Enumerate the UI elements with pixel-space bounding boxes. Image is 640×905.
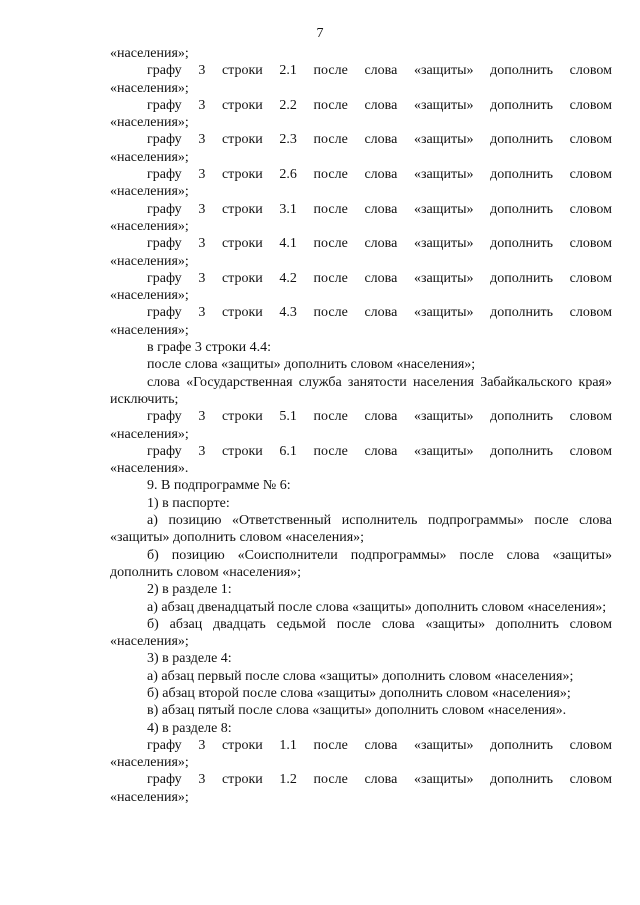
word: словом (569, 443, 612, 459)
word: 3 (198, 772, 206, 788)
word: слова (364, 201, 398, 217)
word: дополнить (490, 772, 554, 788)
word: после (313, 132, 348, 148)
word: строки (221, 270, 263, 286)
word: слова (364, 270, 398, 286)
word: строки (221, 443, 263, 459)
word: слова (364, 772, 398, 788)
word: 3 (198, 409, 206, 425)
word: 3 (198, 97, 206, 113)
word: «защиты» (413, 305, 474, 321)
word: «защиты» (413, 270, 474, 286)
word: 3 (198, 270, 206, 286)
paragraph-line (110, 62, 612, 79)
word: дополнить (490, 737, 554, 753)
paragraph-line (110, 166, 612, 183)
word: строки (221, 97, 263, 113)
paragraph-line (110, 771, 612, 788)
word: 3 (198, 236, 206, 252)
paragraph: в графе 3 строки 4.4: (147, 340, 272, 356)
word: 6.1 (279, 443, 297, 459)
word: после (313, 236, 348, 252)
word: 1.2 (279, 772, 297, 788)
word: 3.1 (279, 201, 297, 217)
word: слова (364, 132, 398, 148)
paragraph-continuation: «населения»; (110, 322, 189, 338)
word: строки (221, 167, 263, 183)
word: «защиты» (413, 167, 474, 183)
word: после (313, 270, 348, 286)
word: строки (221, 305, 263, 321)
paragraph: 4) в разделе 8: (147, 720, 232, 736)
paragraph: б) абзац второй после слова «защиты» дополнить словом «населения»; (147, 685, 571, 701)
paragraph-line (110, 304, 612, 321)
word: словом (569, 201, 612, 217)
paragraph-continuation: «населения»; (110, 253, 189, 269)
word: словом (569, 737, 612, 753)
word: дополнить (490, 132, 554, 148)
word: графу (147, 409, 182, 425)
word: графу (147, 305, 182, 321)
word: строки (221, 737, 263, 753)
paragraph-continuation: «населения»; (110, 426, 189, 442)
word: строки (221, 201, 263, 217)
word: «защиты» (413, 236, 474, 252)
paragraph-continuation: «населения». (110, 461, 189, 477)
paragraph-line (110, 131, 612, 148)
paragraph: 1) в паспорте: (147, 495, 230, 511)
word: 5.1 (279, 409, 297, 425)
word: «защиты» (413, 772, 474, 788)
paragraph: в) абзац пятый после слова «защиты» дополнить словом «населения». (147, 703, 567, 719)
word: строки (221, 409, 263, 425)
word: словом (569, 409, 612, 425)
word: после (313, 201, 348, 217)
word: слова (364, 236, 398, 252)
word: «защиты» (413, 737, 474, 753)
word: дополнить (490, 305, 554, 321)
paragraph: б) абзац двадцать седьмой после слова «защиты» дополнить словом «населения»; (110, 616, 612, 650)
word: 3 (198, 63, 206, 79)
word: 3 (198, 167, 206, 183)
word: слова (364, 443, 398, 459)
word: слова (364, 97, 398, 113)
word: словом (569, 63, 612, 79)
word: дополнить (490, 167, 554, 183)
word: 2.2 (279, 97, 297, 113)
word: 4.1 (279, 236, 297, 252)
word: графу (147, 236, 182, 252)
paragraph: после слова «защиты» дополнить словом «населения»; (147, 357, 476, 373)
paragraph: а) абзац двенадцатый после слова «защиты» дополнить словом «населения»; (147, 599, 607, 615)
paragraph-continuation: «населения»; (110, 755, 189, 771)
paragraph-continuation: «населения»; (110, 218, 189, 234)
word: графу (147, 167, 182, 183)
word: «защиты» (413, 409, 474, 425)
word: строки (221, 63, 263, 79)
paragraph-line (110, 235, 612, 252)
word: 3 (198, 305, 206, 321)
paragraph-continuation: «населения»; (110, 184, 189, 200)
word: дополнить (490, 270, 554, 286)
paragraph-line (110, 270, 612, 287)
word: словом (569, 167, 612, 183)
word: после (313, 772, 348, 788)
word: словом (569, 236, 612, 252)
word: строки (221, 772, 263, 788)
word: дополнить (490, 236, 554, 252)
word: 2.3 (279, 132, 297, 148)
word: «защиты» (413, 443, 474, 459)
word: «защиты» (413, 97, 474, 113)
paragraph-continuation: «населения»; (110, 115, 189, 131)
word: графу (147, 270, 182, 286)
paragraph-line (110, 97, 612, 114)
word: после (313, 443, 348, 459)
word: 2.6 (279, 167, 297, 183)
word: дополнить (490, 443, 554, 459)
word: графу (147, 63, 182, 79)
word: 4.2 (279, 270, 297, 286)
word: графу (147, 97, 182, 113)
word: дополнить (490, 97, 554, 113)
word: 3 (198, 201, 206, 217)
page-number: 7 (316, 26, 324, 41)
word: 3 (198, 737, 206, 753)
paragraph-line (110, 408, 612, 425)
word: словом (569, 305, 612, 321)
paragraph: «населения»; (110, 46, 189, 61)
word: слова (364, 409, 398, 425)
paragraph-continuation: «населения»; (110, 149, 189, 165)
word: слова (364, 737, 398, 753)
word: «защиты» (413, 132, 474, 148)
word: словом (569, 132, 612, 148)
word: графу (147, 737, 182, 753)
word: после (313, 737, 348, 753)
word: 3 (198, 443, 206, 459)
paragraph-line (110, 201, 612, 218)
paragraph-continuation: «населения»; (110, 288, 189, 304)
word: после (313, 97, 348, 113)
word: слова (364, 305, 398, 321)
word: 1.1 (279, 737, 297, 753)
word: после (313, 409, 348, 425)
word: словом (569, 97, 612, 113)
word: графу (147, 201, 182, 217)
word: слова (364, 167, 398, 183)
paragraph: слова «Государственная служба занятости населения Забайкальского края» исключить; (110, 374, 612, 407)
word: после (313, 305, 348, 321)
paragraph: а) позицию «Ответственный исполнитель подпрограммы» после слова «защиты» дополнить словом «населения»; (110, 513, 612, 546)
paragraph: б) позицию «Соисполнители подпрограммы» после слова «защиты» дополнить словом «населения»; (110, 547, 612, 580)
word: словом (569, 270, 612, 286)
word: «защиты» (413, 63, 474, 79)
word: графу (147, 132, 182, 148)
paragraph-line (110, 737, 612, 754)
word: дополнить (490, 63, 554, 79)
word: 3 (198, 132, 206, 148)
paragraph-continuation: «населения»; (110, 789, 189, 805)
paragraph: 2) в разделе 1: (147, 582, 232, 598)
word: дополнить (490, 409, 554, 425)
word: графу (147, 443, 182, 459)
paragraph: 3) в разделе 4: (147, 651, 232, 667)
paragraph-line (110, 443, 612, 460)
word: 2.1 (279, 63, 297, 79)
word: строки (221, 236, 263, 252)
word: графу (147, 772, 182, 788)
word: строки (221, 132, 263, 148)
paragraph-continuation: «населения»; (110, 80, 189, 96)
word: после (313, 63, 348, 79)
word: 4.3 (279, 305, 297, 321)
word: словом (569, 772, 612, 788)
word: «защиты» (413, 201, 474, 217)
paragraph: а) абзац первый после слова «защиты» дополнить словом «населения»; (147, 668, 574, 684)
paragraph: 9. В подпрограмме № 6: (147, 478, 291, 494)
word: после (313, 167, 348, 183)
document-body (110, 45, 612, 806)
word: дополнить (490, 201, 554, 217)
word: слова (364, 63, 398, 79)
